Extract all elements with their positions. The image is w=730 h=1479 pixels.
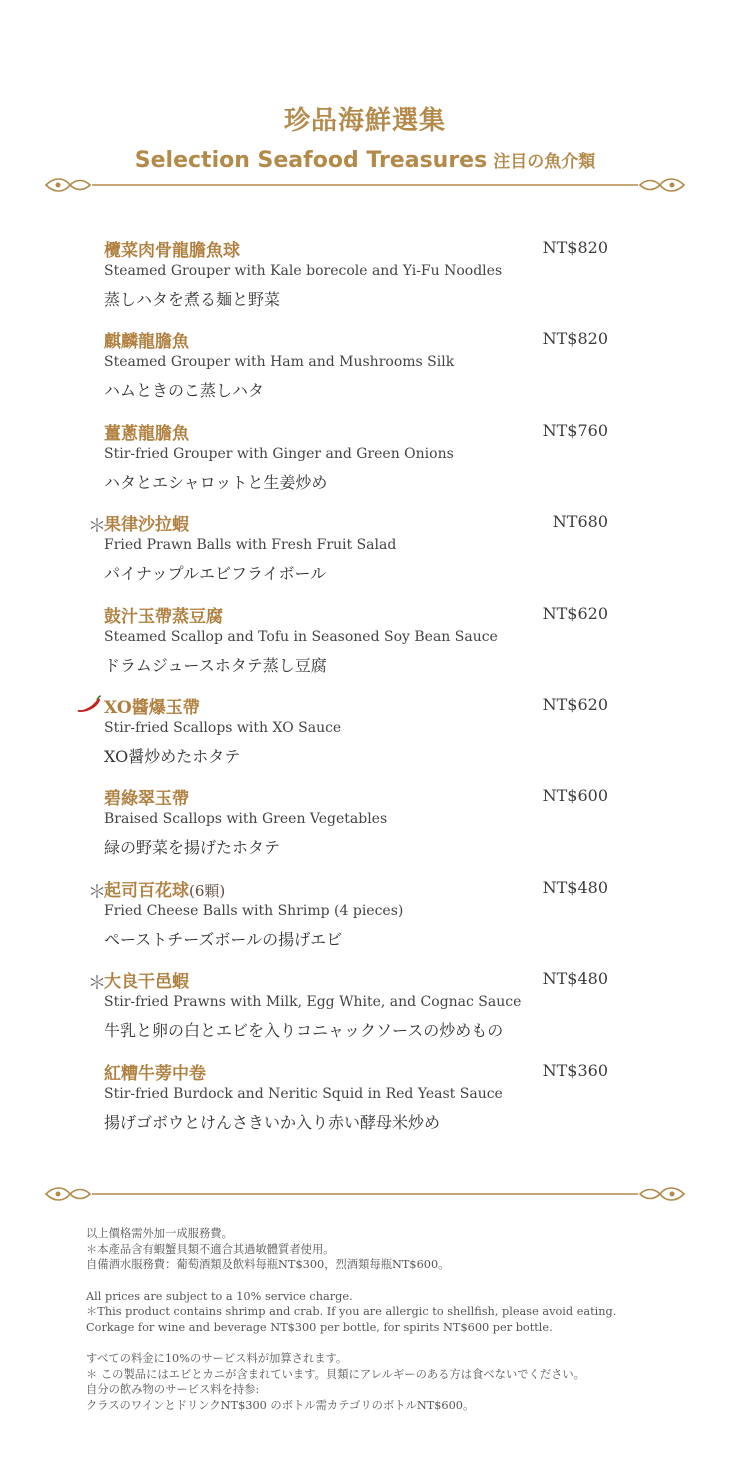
ornamental-divider-bottom [44,1183,686,1205]
item-name-chinese: 麒麟龍膽魚 [104,332,189,353]
menu-item [0,415,730,506]
title-english-text: Selection Seafood Treasures [134,148,488,173]
footnote-jp-corkage: クラスのワインとドリンクNT$300 のボトル需カテゴリのボトルNT$600。 [86,1398,475,1412]
item-name-english: Fried Cheese Balls with Shrimp (4 pieces) [104,902,404,919]
item-name-english: Steamed Grouper with Kale borecole and Yi-Fu Noodles [104,263,503,279]
allergen-asterisk: ＊ [88,881,106,903]
menu-item [0,232,730,323]
item-price: NT$480 [542,877,608,897]
footnote-zh-corkage: 自備酒水服務費：葡萄酒類及飲料每瓶NT$300，烈酒類每瓶NT$600。 [86,1258,450,1271]
item-name-japanese: ハタとエシャロットと生姜炒め [104,472,328,492]
item-name-english: Stir-fried Scallops with XO Sauce [104,719,342,736]
item-name-japanese: ドラムジュースホタテ蒸し豆腐 [104,655,327,675]
item-price: NT680 [552,512,608,532]
item-name-english: Braised Scallops with Green Vegetables [104,811,388,828]
item-name-english: Fried Prawn Balls with Fresh Fruit Salad [104,537,397,554]
footnote-zh-allergen: ＊本產品含有蝦蟹貝類不適合其過敏體質者使用。 [86,1242,335,1256]
item-name-chinese: 起司百花球(6顆) [104,880,226,901]
footnote-en-corkage: Corkage for wine and beverage NT$300 per bottle, for spirits NT$600 per bottle. [86,1320,553,1334]
item-price: NT$360 [542,1060,608,1080]
item-name-chinese: 紅糟牛蒡中卷 [104,1063,206,1084]
item-name-english: Steamed Grouper with Ham and Mushrooms Silk [104,354,455,371]
menu-item [0,1055,730,1146]
item-price: NT$760 [542,420,608,440]
item-price: NT$480 [542,969,608,989]
item-name-japanese: 牛乳と卵の白とエビを入りコニャックソースの炒めもの [104,1021,504,1041]
footnote-zh-service: 以上價格需外加一成服務費。 [86,1227,233,1240]
item-name-japanese: パイナップルエビフライボール [104,564,327,584]
menu-item [0,689,730,780]
menu-item [0,598,730,689]
item-name-japanese: 緑の野菜を揚げたホタテ [104,838,281,858]
item-name-english: Stir-fried Grouper with Ginger and Green Onions [104,445,454,462]
item-name-english: Stir-fried Burdock and Neritic Squid in Red Yeast Sauce [104,1085,503,1102]
item-name-japanese: ハムときのこ蒸しハタ [104,381,265,401]
item-name-chinese: 欖菜肉骨龍膽魚球 [104,241,240,261]
item-name-japanese: 揚げゴボウとけんさきいか入り赤い酵母米炒め [104,1112,441,1132]
menu-items-list [0,232,730,1146]
menu-item [0,506,730,597]
item-name-chinese: 大良干邑蝦 [104,972,189,993]
item-name-japanese: XO醤炒めたホタテ [104,746,241,766]
menu-item [0,780,730,871]
menu-header [0,100,730,173]
footnote-jp-corkage-title: 自分の飲み物のサービス料を持参: [86,1383,260,1396]
item-price: NT$600 [542,786,608,806]
item-name-chinese: XO醬爆玉帶 [104,697,200,718]
item-name-japanese: 蒸しハタを煮る麺と野菜 [104,290,281,309]
item-name-chinese: 果律沙拉蝦 [104,515,189,536]
menu-item [0,872,730,963]
ornamental-divider-top [44,174,686,196]
item-name-chinese: 碧綠翠玉帶 [104,789,189,810]
item-price: NT$620 [542,603,608,623]
footnotes [86,1226,686,1413]
footnote-en-allergen: ＊This product contains shrimp and crab. If you are allergic to shellfish, please avoid eating. [86,1305,617,1318]
chili-icon [76,695,102,713]
item-price: NT$820 [542,329,608,349]
title-japanese-text: 注目の魚介類 [493,152,596,172]
item-quantity-note: (6顆) [189,881,226,900]
menu-item [0,963,730,1054]
allergen-asterisk: ＊ [88,973,106,995]
footnote-jp-service: すべての料金に10%のサービス料が加算されます。 [86,1352,348,1365]
allergen-asterisk: ＊ [88,516,106,538]
item-name-english: Steamed Scallop and Tofu in Seasoned Soy Bean Sauce [104,628,498,645]
item-name-chinese: 薑蔥龍膽魚 [104,423,189,444]
item-name-japanese: ペーストチーズボールの揚げエビ [104,929,343,949]
item-price: NT$820 [542,238,608,257]
item-price: NT$620 [542,694,608,714]
page-title-english [0,147,730,173]
footnote-jp-allergen: ＊ この製品にはエビとカニが含まれています。貝類にアレルギーのある方は食べないでください。 [86,1367,586,1381]
footnote-en-service: All prices are subject to a 10% service charge. [86,1289,353,1303]
item-name-english: Stir-fried Prawns with Milk, Egg White, and Cognac Sauce [104,994,522,1011]
page-title-chinese: 珍品海鮮選集 [283,106,446,136]
item-name-chinese: 鼓汁玉帶蒸豆腐 [104,606,223,627]
menu-item [0,323,730,414]
